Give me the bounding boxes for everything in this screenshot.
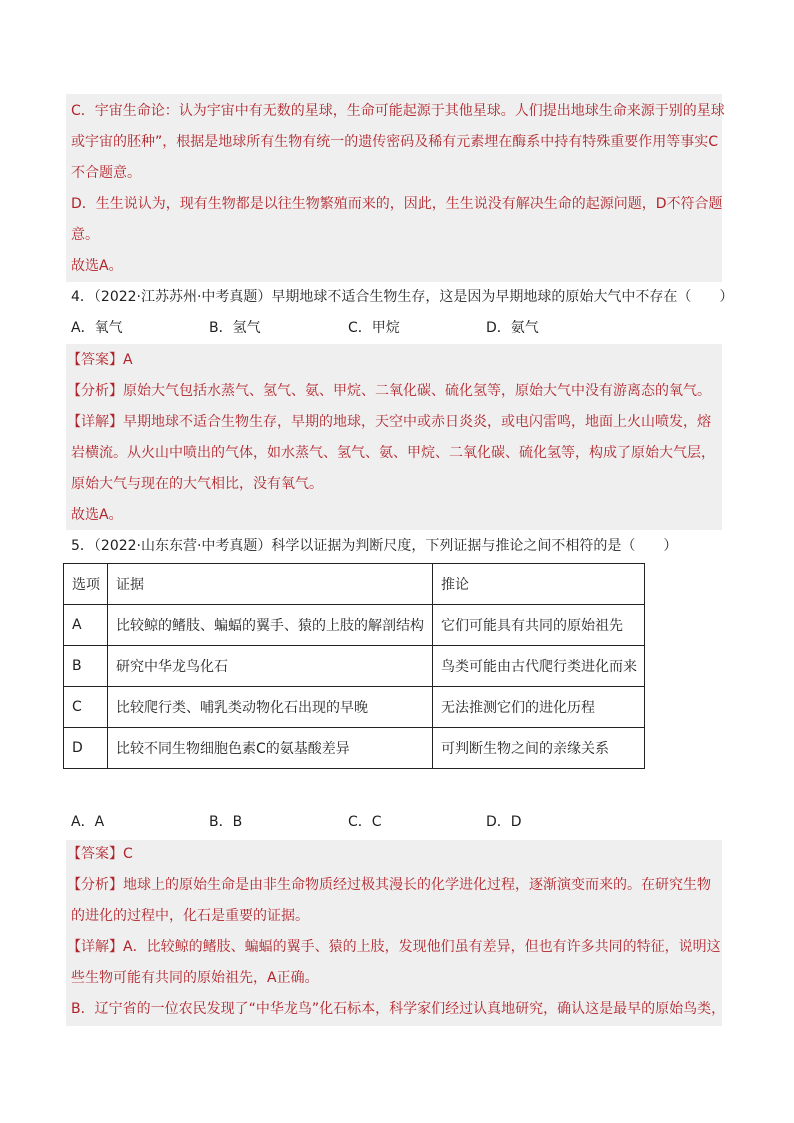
q5-analysis-line-1: 【分析】地球上的原始生命是由非生命物质经过极其漫长的化学进化过程，逐渐演变而来的。在研究生物 <box>67 877 711 893</box>
q5-option-d: D．D <box>486 814 522 830</box>
solution-c-line-3: 不合题意。 <box>71 165 141 181</box>
table-header-row <box>64 564 645 605</box>
table-header-cell: 选项 <box>64 564 108 605</box>
table-cell: 可判断生物之间的亲缘关系 <box>433 728 645 769</box>
table-row <box>64 687 645 728</box>
table-cell: B <box>64 646 108 687</box>
table-cell: 研究中华龙鸟化石 <box>108 646 433 687</box>
solution-c-line-1: C．宇宙生命论：认为宇宙中有无数的星球，生命可能起源于其他星球。人们提出地球生命来源于别的星球 <box>71 103 725 119</box>
table-cell: 比较鲸的鳍肢、蝙蝠的翼手、猿的上肢的解剖结构 <box>108 605 433 646</box>
q5-option-c: C．C <box>348 814 382 830</box>
q5-option-b: B．B <box>209 814 243 830</box>
table-cell: 比较爬行类、哺乳类动物化石出现的早晚 <box>108 687 433 728</box>
table-cell: D <box>64 728 108 769</box>
table-cell: 无法推测它们的进化历程 <box>433 687 645 728</box>
evidence-inference-table <box>63 563 645 769</box>
solution-d-line-2: 意。 <box>71 227 99 243</box>
q4-detail-line-1: 【详解】早期地球不适合生物生存，早期的地球，天空中或赤日炎炎，或电闪雷鸣，地面上火山喷发，熔 <box>67 414 711 430</box>
solution-block-q4 <box>66 344 722 530</box>
q4-analysis: 【分析】原始大气包括水蒸气、氢气、氨、甲烷、二氧化碳、硫化氢等，原始大气中没有游离态的氧气。 <box>67 383 711 399</box>
q4-conclusion: 故选A。 <box>71 507 123 523</box>
question-5-stem: 5．（2022·山东东营·中考真题）科学以证据为判断尺度，下列证据与推论之间不相符的是（ ） <box>71 538 678 554</box>
table-cell: A <box>64 605 108 646</box>
q5-detail-line-2: 些生物可能有共同的原始祖先，A正确。 <box>71 970 319 986</box>
q4-option-a: A．氧气 <box>71 320 123 336</box>
solution-conclusion: 故选A。 <box>71 258 123 274</box>
q5-option-a: A．A <box>71 814 105 830</box>
table-row <box>64 646 645 687</box>
solution-block-q3 <box>66 94 722 282</box>
q5-b-line-1: B．辽宁省的一位农民发现了“中华龙鸟”化石标本，科学家们经过认真地研究，确认这是最早的原始鸟类， <box>71 1001 726 1017</box>
solution-d-line-1: D．生生说认为，现有生物都是以往生物繁殖而来的，因此，生生说没有解决生命的起源问题，D不符合题 <box>71 196 723 212</box>
table-header-cell: 推论 <box>433 564 645 605</box>
q5-detail-line-1: 【详解】A．比较鲸的鳍肢、蝙蝠的翼手、猿的上肢，发现他们虽有差异，但也有许多共同的特征，说明这 <box>67 939 721 955</box>
q4-option-c: C．甲烷 <box>348 320 400 336</box>
q4-answer: 【答案】A <box>67 352 133 368</box>
table-row <box>64 728 645 769</box>
q4-option-d: D．氨气 <box>486 320 539 336</box>
table-cell: 比较不同生物细胞色素C的氨基酸差异 <box>108 728 433 769</box>
table-header-cell: 证据 <box>108 564 433 605</box>
q4-option-b: B．氢气 <box>209 320 261 336</box>
question-4-stem: 4．（2022·江苏苏州·中考真题）早期地球不适合生物生存，这是因为早期地球的原始大气中不存在（ ） <box>71 289 734 305</box>
q4-detail-line-3: 原始大气与现在的大气相比，没有氧气。 <box>71 476 323 492</box>
table-row <box>64 605 645 646</box>
q4-detail-line-2: 岩横流。从火山中喷出的气体，如水蒸气、氢气、氨、甲烷、二氧化碳、硫化氢等，构成了原始大气层， <box>71 445 715 461</box>
table-cell: 它们可能具有共同的原始祖先 <box>433 605 645 646</box>
table-cell: C <box>64 687 108 728</box>
table-cell: 鸟类可能由古代爬行类进化而来 <box>433 646 645 687</box>
q5-answer: 【答案】C <box>67 846 133 862</box>
solution-c-line-2: 或宇宙的胚种”，根据是地球所有生物有统一的遗传密码及稀有元素埋在酶系中持有特殊重要作用等事实C <box>71 134 719 150</box>
q5-analysis-line-2: 的进化的过程中，化石是重要的证据。 <box>71 908 309 924</box>
